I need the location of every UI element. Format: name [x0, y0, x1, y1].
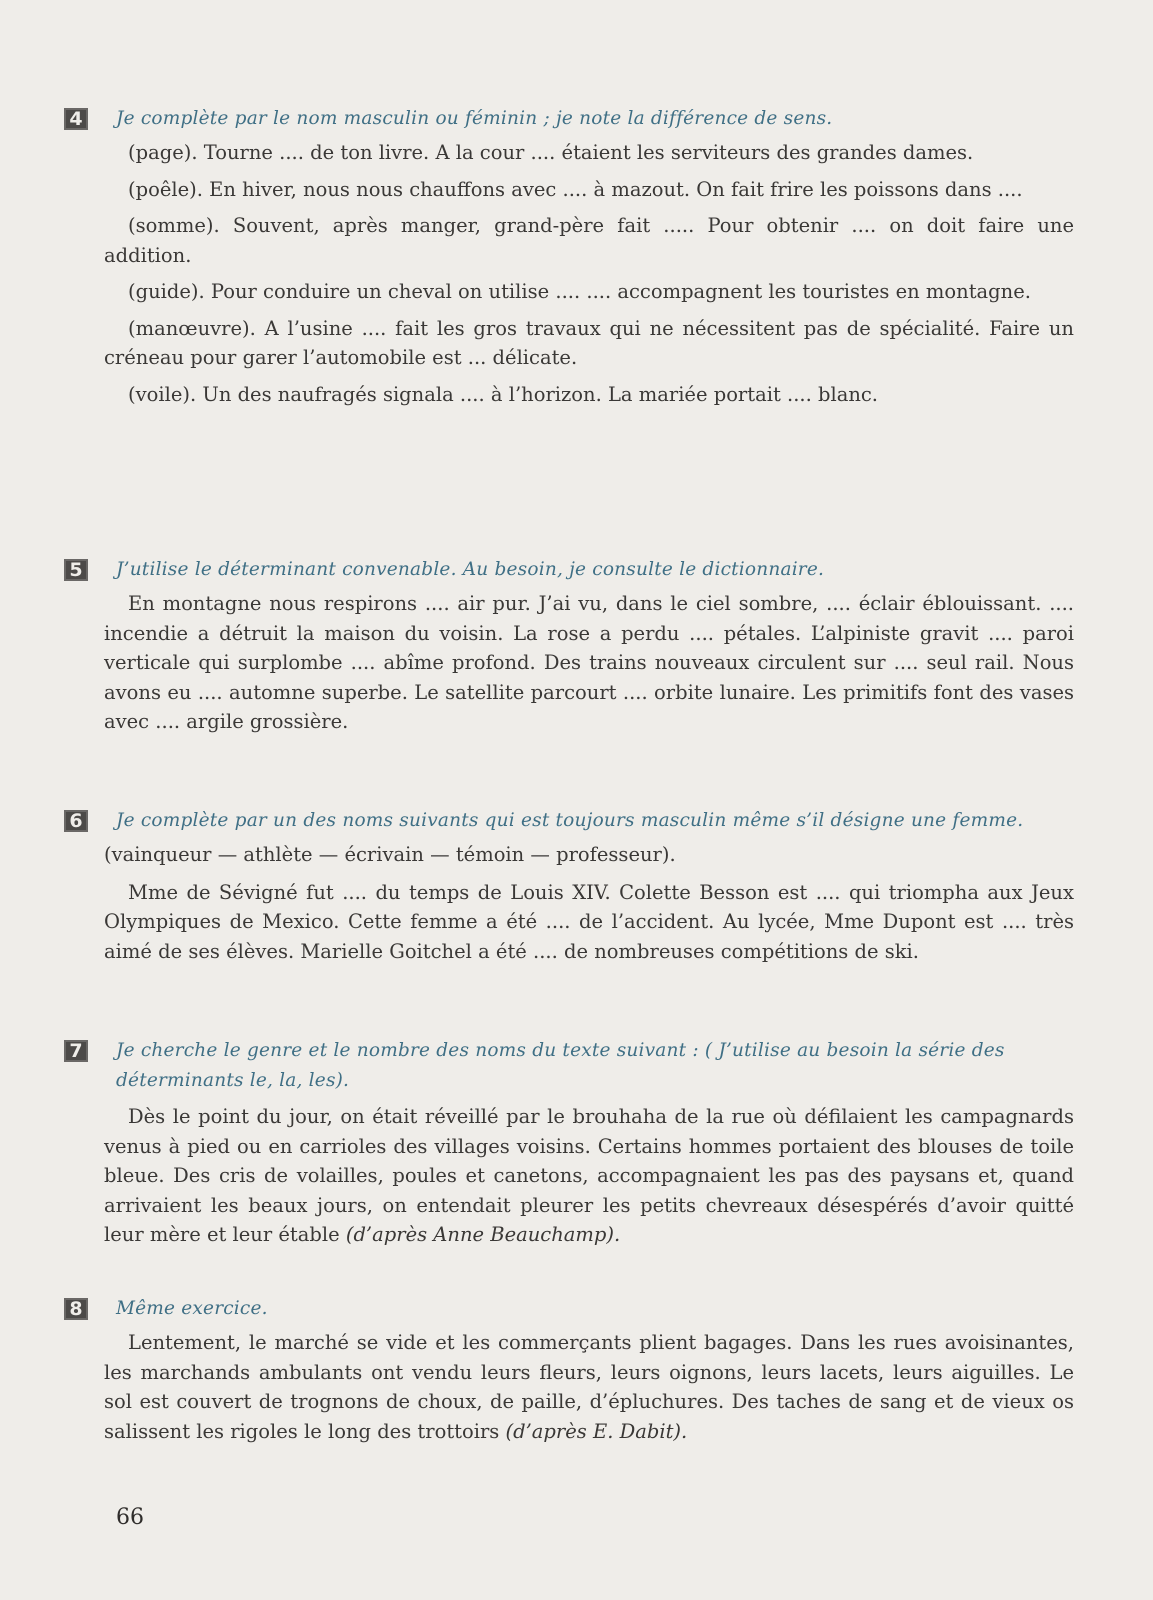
- exercise-number-badge: 8: [64, 1298, 88, 1320]
- exercise-number-badge: 6: [64, 810, 88, 832]
- exercise-7: [64, 1036, 1074, 1250]
- exercise-text: [64, 1102, 1074, 1250]
- exercise-header: [64, 555, 1074, 589]
- page-number: 66: [116, 1505, 144, 1530]
- exercise-item: (guide). Pour conduire un cheval on utilise .... .... accompagnent les touristes en montagne.: [128, 280, 1031, 303]
- exercise-text: Mme de Sévigné fut .... du temps de Louis XIV. Colette Besson est .... qui triompha aux Jeux Olympiques de Mexico. Cette femme a été .... de l’accident. Au lycée, Mme Dupont est .... très aimé de ses élèves. Marielle Goitchel a été .... de nombreuses compétitions de ski.: [104, 880, 1074, 963]
- exercise-6: [64, 806, 1074, 966]
- noun-list: (vainqueur — athlète — écrivain — témoin — professeur).: [104, 843, 676, 866]
- passage-source: (d’après Anne Beauchamp).: [345, 1223, 621, 1246]
- exercise-text: En montagne nous respirons .... air pur. J’ai vu, dans le ciel sombre, .... éclair éblouissant. .... incendie a détruit la maison du voisin. La rose a perdu .... pétales. L’alpiniste gravit .... paroi verticale qui surplombe .... abîme profond. Des trains nouveaux circulent sur .... seul rail. Nous avons eu .... automne superbe. Le satellite parcourt .... orbite lunaire. Les primitifs font des vases avec .... argile grossière.: [104, 592, 1074, 733]
- exercise-item: (poêle). En hiver, nous nous chauffons avec .... à mazout. On fait frire les poissons dans ....: [128, 177, 1023, 201]
- exercise-header: [64, 1036, 1074, 1096]
- exercise-item: (voile). Un des naufragés signala .... à l’horizon. La mariée portait .... blanc.: [128, 382, 879, 406]
- passage-text: Dès le point du jour, on était réveillé par le brouhaha de la rue où défilaient les campagnards venus à pied ou en carrioles des villages voisins. Certains hommes portaient des blouses de toile bleue. Des cris de volailles, poules et canetons, accompagnaient les pas des paysans et, quand arrivaient les beaux jours, on entendait pleurer les petits chevreaux désespérés d’avoir quitté leur mère et leur étable: [104, 1105, 1074, 1246]
- exercise-item: (somme). Souvent, après manger, grand-père fait ..... Pour obtenir .... on doit faire une addition.: [104, 214, 1074, 267]
- exercise-number-badge: 4: [64, 108, 88, 130]
- exercise-item: (manœuvre). A l’usine .... fait les gros travaux qui ne nécessitent pas de spécialité. Faire un créneau pour garer l’automobile est ... délicate.: [104, 316, 1074, 369]
- exercise-header: [64, 806, 1074, 840]
- exercise-instruction: Je complète par le nom masculin ou féminin ; je note la différence de sens.: [116, 108, 833, 129]
- passage-source: (d’après E. Dabit).: [505, 1419, 688, 1443]
- exercise-instruction: J’utilise le déterminant convenable. Au besoin, je consulte le dictionnaire.: [116, 559, 825, 580]
- exercise-4: [64, 104, 1074, 416]
- exercise-number-badge: 5: [64, 559, 88, 581]
- exercise-8: [64, 1294, 1074, 1446]
- exercise-item: (page). Tourne .... de ton livre. A la cour .... étaient les serviteurs des grandes dames.: [128, 141, 974, 164]
- exercise-instruction: Même exercice.: [116, 1298, 268, 1319]
- exercise-header: [64, 1294, 1074, 1328]
- exercise-5: [64, 555, 1074, 737]
- exercise-header: [64, 104, 1074, 138]
- passage-text: Lentement, le marché se vide et les commerçants plient bagages. Dans les rues avoisinantes, les marchands ambulants ont vendu leurs fleurs, leurs oignons, leurs lacets, leurs aiguilles. Le sol est couvert de trognons de choux, de paille, d’épluchures. Des taches de sang et de vieux os salissent les rigoles le long des trottoirs: [104, 1331, 1074, 1443]
- exercise-instruction: Je complète par un des noms suivants qui est toujours masculin même s’il désigne une femme.: [116, 810, 1024, 831]
- exercise-instruction: Je cherche le genre et le nombre des noms du texte suivant : ( J’utilise au besoin la série des déterminants le, la, les).: [116, 1040, 1005, 1091]
- exercise-number-badge: 7: [64, 1040, 88, 1062]
- exercise-text: [64, 1328, 1074, 1446]
